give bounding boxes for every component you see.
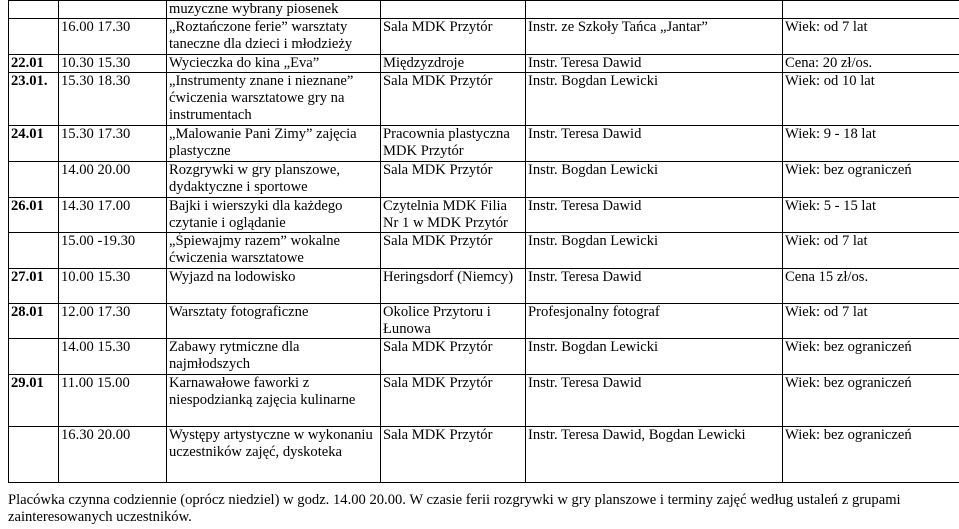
activity-cell: „Instrumenty znane i nieznane” ćwiczenia warsztatowe gry na instrumentach xyxy=(167,73,381,126)
place-cell: Sala MDK Przytór xyxy=(381,161,526,197)
time-cell: 16.30 20.00 xyxy=(59,426,167,482)
activity-cell: „Roztańczone ferie” warsztaty taneczne dla dzieci i młodzieży xyxy=(167,19,381,55)
place-cell xyxy=(381,1,526,19)
table-row xyxy=(9,19,959,55)
place-cell: Sala MDK Przytór xyxy=(381,233,526,269)
instructor-cell: Instr. Teresa Dawid xyxy=(526,126,783,162)
table-row xyxy=(9,73,959,126)
age-cell: Wiek: 5 - 15 lat xyxy=(783,197,959,233)
age-cell xyxy=(783,1,959,19)
date-cell: 29.01 xyxy=(9,374,59,426)
time-cell: 15.30 18.30 xyxy=(59,73,167,126)
place-cell: Heringsdorf (Niemcy) xyxy=(381,268,526,303)
table-row xyxy=(9,374,959,426)
place-cell: Sala MDK Przytór xyxy=(381,339,526,375)
table-row xyxy=(9,54,959,72)
place-cell: Okolice Przytoru i Łunowa xyxy=(381,303,526,339)
age-cell: Wiek: bez ograniczeń xyxy=(783,374,959,426)
activity-cell: Wyjazd na lodowisko xyxy=(167,268,381,303)
age-cell: Wiek: od 7 lat xyxy=(783,233,959,269)
place-cell: Sala MDK Przytór xyxy=(381,73,526,126)
age-cell: Wiek: od 7 lat xyxy=(783,303,959,339)
place-cell: Sala MDK Przytór xyxy=(381,426,526,482)
date-cell: 28.01 xyxy=(9,303,59,339)
time-cell: 10.30 15.30 xyxy=(59,54,167,72)
instructor-cell: Instr. Bogdan Lewicki xyxy=(526,233,783,269)
time-cell: 11.00 15.00 xyxy=(59,374,167,426)
date-cell: 27.01 xyxy=(9,268,59,303)
place-cell: Czytelnia MDK Filia Nr 1 w MDK Przytór xyxy=(381,197,526,233)
instructor-cell: Instr. Bogdan Lewicki xyxy=(526,73,783,126)
table-row xyxy=(9,233,959,269)
date-cell: 23.01. xyxy=(9,73,59,126)
activity-cell: muzyczne wybrany piosenek xyxy=(167,1,381,19)
instructor-cell: Instr. Teresa Dawid xyxy=(526,374,783,426)
table-row xyxy=(9,426,959,482)
time-cell: 12.00 17.30 xyxy=(59,303,167,339)
age-cell: Wiek: od 7 lat xyxy=(783,19,959,55)
age-cell: Wiek: od 10 lat xyxy=(783,73,959,126)
age-cell: Wiek: bez ograniczeń xyxy=(783,339,959,375)
date-cell xyxy=(9,339,59,375)
instructor-cell xyxy=(526,1,783,19)
date-cell: 26.01 xyxy=(9,197,59,233)
place-cell: Sala MDK Przytór xyxy=(381,374,526,426)
time-cell xyxy=(59,1,167,19)
time-cell: 10.00 15.30 xyxy=(59,268,167,303)
instructor-cell: Profesjonalny fotograf xyxy=(526,303,783,339)
place-cell: Sala MDK Przytór xyxy=(381,19,526,55)
time-cell: 16.00 17.30 xyxy=(59,19,167,55)
date-cell xyxy=(9,426,59,482)
date-cell xyxy=(9,1,59,19)
activity-cell: Zabawy rytmiczne dla najmłodszych xyxy=(167,339,381,375)
table-row xyxy=(9,197,959,233)
activity-cell: Warsztaty fotograficzne xyxy=(167,303,381,339)
table-row xyxy=(9,339,959,375)
activity-cell: Bajki i wierszyki dla każdego czytanie i oglądanie xyxy=(167,197,381,233)
table-row xyxy=(9,303,959,339)
activity-cell: „Śpiewajmy razem” wokalne ćwiczenia warsztatowe xyxy=(167,233,381,269)
time-cell: 14.00 15.30 xyxy=(59,339,167,375)
place-cell: Pracownia plastyczna MDK Przytór xyxy=(381,126,526,162)
activity-cell: Występy artystyczne w wykonaniu uczestników zajęć, dyskoteka xyxy=(167,426,381,482)
activity-cell: Wycieczka do kina „Eva” xyxy=(167,54,381,72)
table-row xyxy=(9,126,959,162)
instructor-cell: Instr. ze Szkoły Tańca „Jantar” xyxy=(526,19,783,55)
instructor-cell: Instr. Teresa Dawid xyxy=(526,197,783,233)
activity-cell: Rozgrywki w gry planszowe, dydaktyczne i sportowe xyxy=(167,161,381,197)
table-row xyxy=(9,1,959,19)
schedule-table xyxy=(8,0,959,483)
age-cell: Cena: 20 zł/os. xyxy=(783,54,959,72)
activity-cell: Karnawałowe faworki z niespodzianką zajęcia kulinarne xyxy=(167,374,381,426)
instructor-cell: Instr. Teresa Dawid xyxy=(526,268,783,303)
opening-hours-note: Placówka czynna codziennie (oprócz niedziel) w godz. 14.00 20.00. W czasie ferii rozgrywki w gry planszowe i terminy zajęć według ustaleń z grupami zainteresowanych uczestników. xyxy=(8,492,901,525)
age-cell: Cena 15 zł/os. xyxy=(783,268,959,303)
place-cell: Międzyzdroje xyxy=(381,54,526,72)
age-cell: Wiek: bez ograniczeń xyxy=(783,161,959,197)
time-cell: 15.30 17.30 xyxy=(59,126,167,162)
age-cell: Wiek: 9 - 18 lat xyxy=(783,126,959,162)
instructor-cell: Instr. Bogdan Lewicki xyxy=(526,161,783,197)
instructor-cell: Instr. Teresa Dawid xyxy=(526,54,783,72)
table-row xyxy=(9,268,959,303)
time-cell: 14.00 20.00 xyxy=(59,161,167,197)
date-cell: 22.01 xyxy=(9,54,59,72)
table-row xyxy=(9,161,959,197)
activity-cell: „Malowanie Pani Zimy” zajęcia plastyczne xyxy=(167,126,381,162)
date-cell: 24.01 xyxy=(9,126,59,162)
date-cell xyxy=(9,19,59,55)
time-cell: 15.00 -19.30 xyxy=(59,233,167,269)
age-cell: Wiek: bez ograniczeń xyxy=(783,426,959,482)
instructor-cell: Instr. Teresa Dawid, Bogdan Lewicki xyxy=(526,426,783,482)
date-cell xyxy=(9,233,59,269)
time-cell: 14.30 17.00 xyxy=(59,197,167,233)
instructor-cell: Instr. Bogdan Lewicki xyxy=(526,339,783,375)
date-cell xyxy=(9,161,59,197)
